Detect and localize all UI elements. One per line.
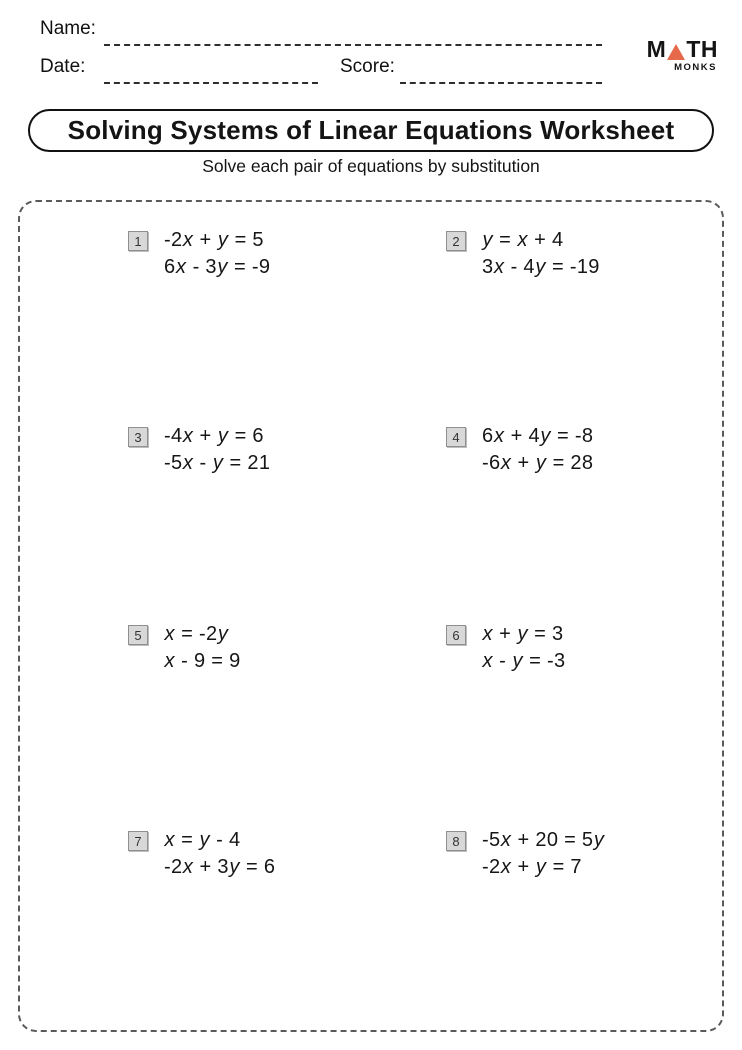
problem-item xyxy=(446,621,565,675)
problem-number-badge: 8 xyxy=(446,831,466,851)
problem-number-badge: 4 xyxy=(446,427,466,447)
equation-line: -6x + y = 28 xyxy=(482,452,594,474)
problem-item xyxy=(128,227,270,281)
problems-container xyxy=(18,200,724,1032)
logo-wordmark xyxy=(647,38,718,61)
equation-line: x = y - 4 xyxy=(164,829,241,851)
problem-item xyxy=(446,227,600,281)
instructions-text: Solve each pair of equations by substitution xyxy=(202,156,540,176)
equation-pair xyxy=(164,621,241,675)
equation-line: x = -2y xyxy=(164,623,229,645)
score-label: Score: xyxy=(340,56,395,77)
equation-line: -2x + y = 5 xyxy=(164,229,264,251)
date-fill-line xyxy=(104,82,318,84)
logo-letter-m: M xyxy=(646,36,667,62)
equation-line: 6x + 4y = -8 xyxy=(482,425,594,447)
math-monks-logo xyxy=(647,38,718,73)
equation-pair xyxy=(482,227,600,281)
problem-number-badge: 2 xyxy=(446,231,466,251)
name-fill-line xyxy=(104,44,602,46)
equation-pair xyxy=(164,423,270,477)
equation-line: 3x - 4y = -19 xyxy=(482,256,600,278)
problem-item xyxy=(446,827,605,881)
page-title: Solving Systems of Linear Equations Worksheet xyxy=(67,115,675,145)
equation-pair xyxy=(164,827,275,881)
logo-letters-th: TH xyxy=(686,36,718,62)
equation-pair xyxy=(164,227,270,281)
problem-item xyxy=(128,621,241,675)
score-fill-line xyxy=(400,82,602,84)
equation-line: -2x + 3y = 6 xyxy=(164,856,276,878)
logo-subtext: MONKS xyxy=(674,62,717,73)
problem-number-badge: 3 xyxy=(128,427,148,447)
equation-line: -5x - y = 21 xyxy=(164,452,271,474)
worksheet-title-pill xyxy=(28,109,714,152)
equation-line: x + y = 3 xyxy=(482,623,564,645)
equation-line: -4x + y = 6 xyxy=(164,425,264,447)
equation-line: -2x + y = 7 xyxy=(482,856,582,878)
problem-number-badge: 6 xyxy=(446,625,466,645)
problem-number-badge: 1 xyxy=(128,231,148,251)
problem-item xyxy=(128,827,275,881)
equation-line: y = x + 4 xyxy=(482,229,564,251)
equation-line: x - 9 = 9 xyxy=(164,650,241,672)
triangle-icon xyxy=(667,44,685,60)
problem-number-badge: 5 xyxy=(128,625,148,645)
equation-line: -5x + 20 = 5y xyxy=(482,829,605,851)
equation-pair xyxy=(482,621,565,675)
equation-line: 6x - 3y = -9 xyxy=(164,256,271,278)
name-label: Name: xyxy=(40,18,96,39)
problem-item xyxy=(446,423,593,477)
date-label: Date: xyxy=(40,56,86,77)
problem-number-badge: 7 xyxy=(128,831,148,851)
equation-pair xyxy=(482,423,593,477)
equation-pair xyxy=(482,827,605,881)
problem-item xyxy=(128,423,270,477)
equation-line: x - y = -3 xyxy=(482,650,566,672)
